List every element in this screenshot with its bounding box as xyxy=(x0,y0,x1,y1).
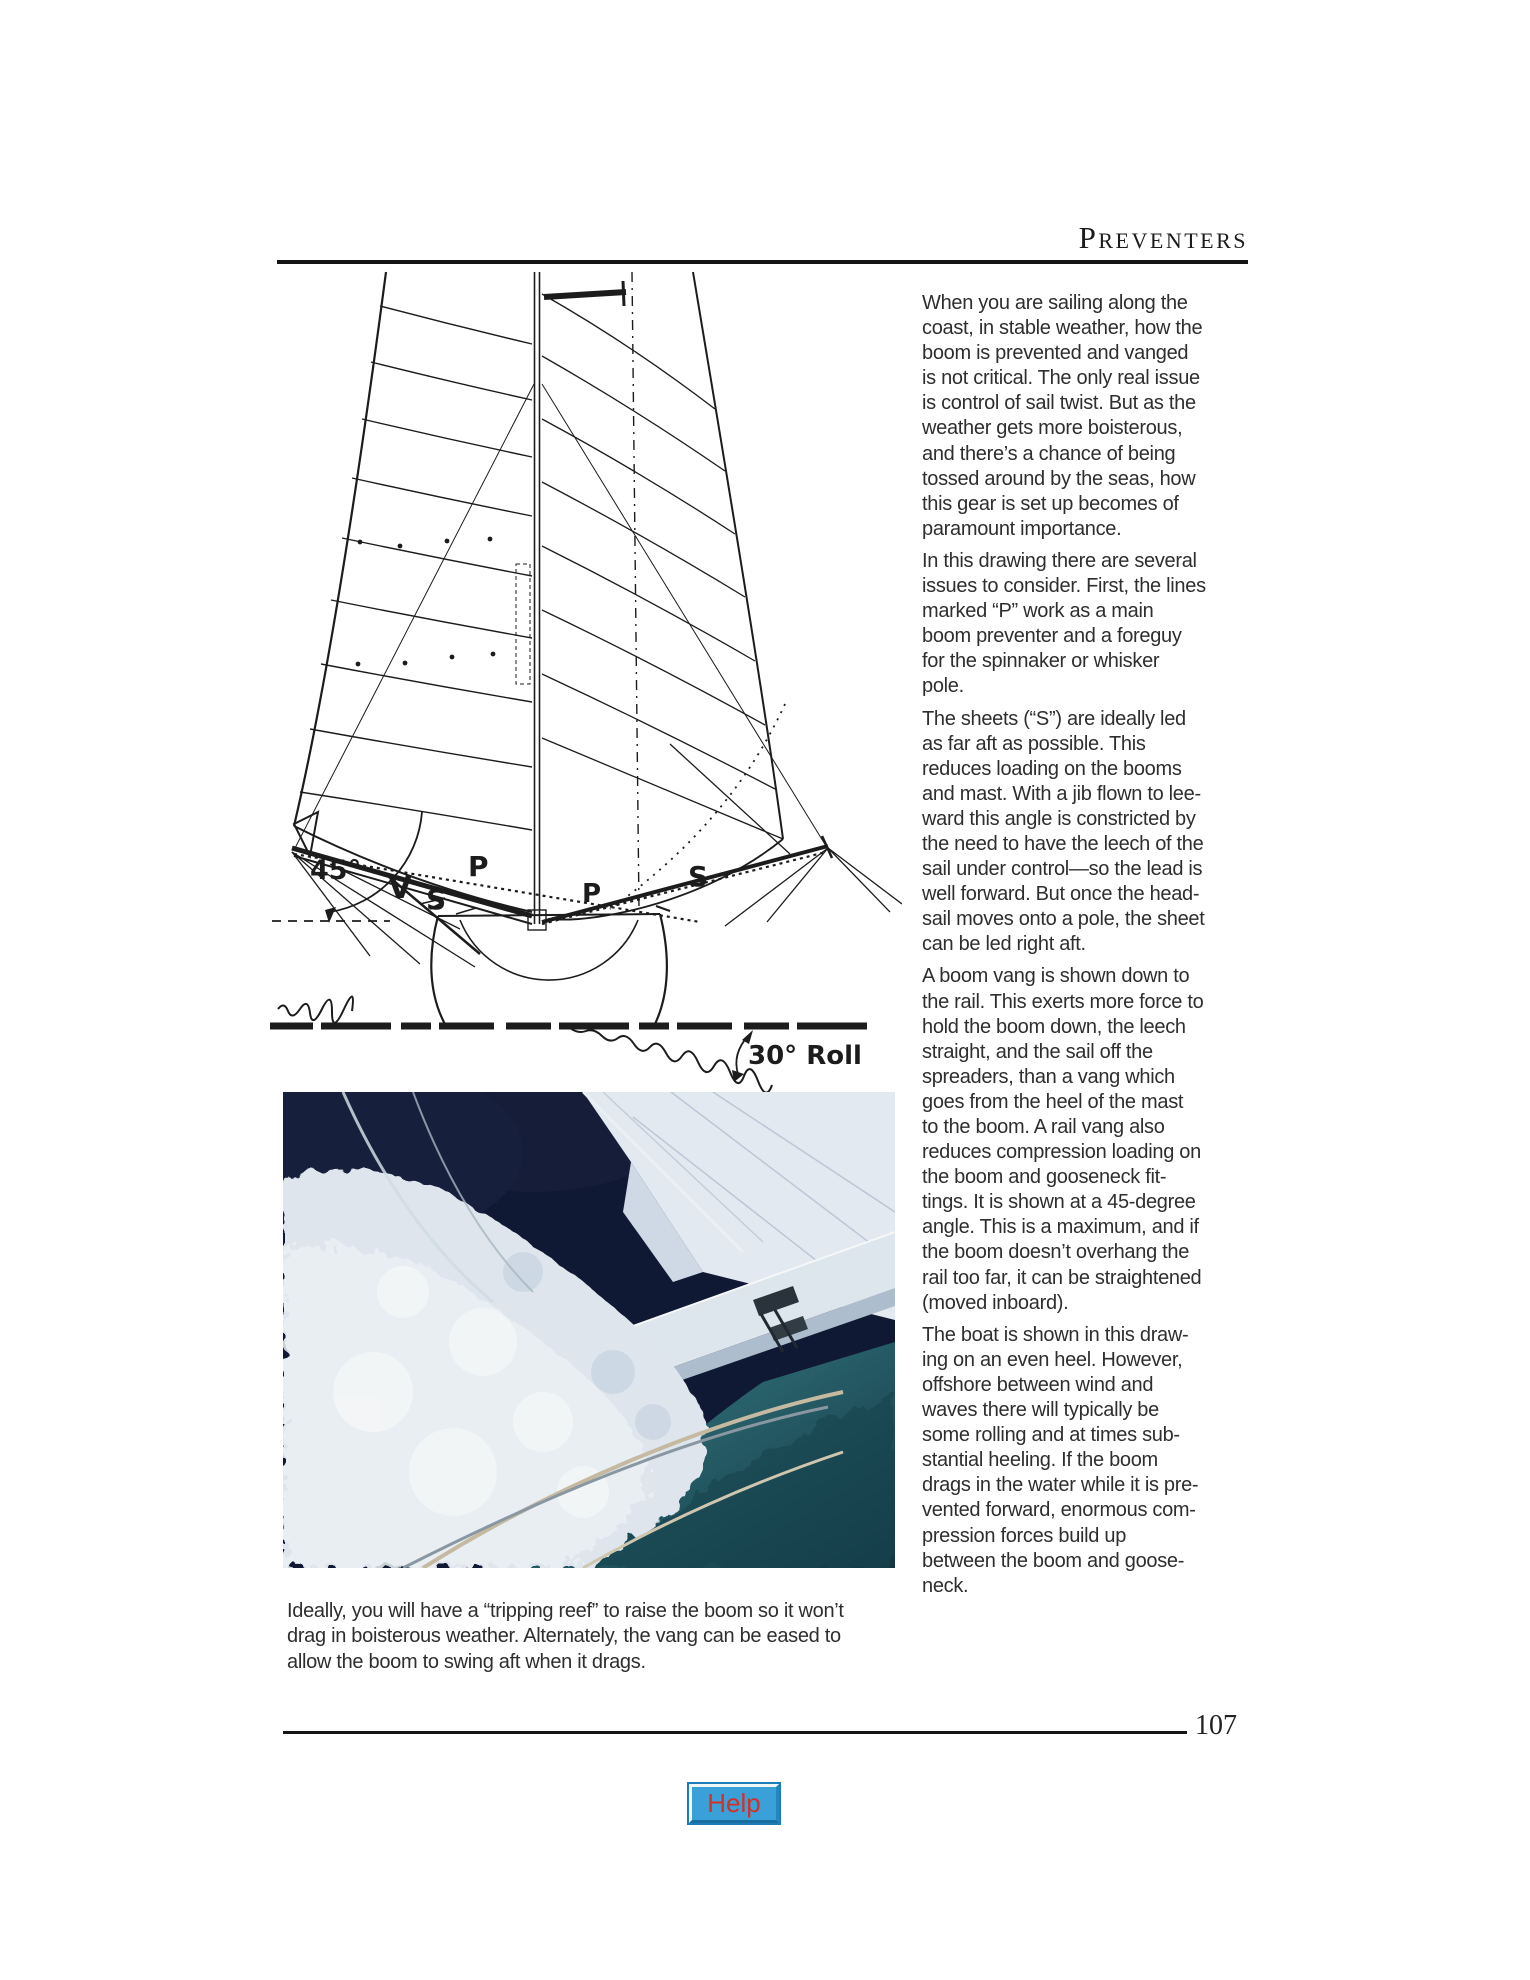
paragraph: When you are sailing along the coast, in stable weather, how the boom is prevented and vanged is not critical. The only real issue is control of sail twist. But as the weather gets more boisterous, and there’s a chance of being tossed around by the seas, how this gear is set up becomes of paramount importance. xyxy=(922,292,1203,540)
page-number: 107 xyxy=(1195,1710,1237,1741)
handwritten-scribble xyxy=(278,996,353,1022)
heeled-waterline xyxy=(570,1028,772,1092)
paragraph: The sheets (“S”) are ideally led as far aft as possible. This reduces loading on the booms and mast. With a jib flown to lee- ward this angle is constricted by the need to have the leech of the sail under control—so the lead is well forward. But once the head- sail moves onto a pole, the sheet can be led right aft. xyxy=(922,707,1205,956)
drawing-label-roll: 30° Roll xyxy=(748,1041,862,1071)
hull-section-arc xyxy=(460,920,638,980)
drawing-label-sheet-stbd: S xyxy=(688,860,709,893)
batten-pocket xyxy=(516,564,530,684)
help-button-label: Help xyxy=(707,1787,761,1818)
sailing-photo-art xyxy=(283,1092,895,1568)
mainsail-leech xyxy=(294,272,386,826)
article-column xyxy=(922,291,1227,1606)
paragraph: In this drawing there are several issues to consider. First, the lines marked “P” work as a main boom preventer and a foreguy for the spinnaker or whisker pole. xyxy=(922,549,1206,698)
paragraph: A boom vang is shown down to the rail. This exerts more force to hold the boom down, the leech straight, and the sail off the spreaders, than a vang which goes from the heel of the mast to the boom. A rail vang also reduces compression loading on the boom and gooseneck fit- tings. It is shown at a 45-degree angle. This is a maximum, and if the boom doesn’t overhang the rail too far, it can be straightened (moved inboard). xyxy=(922,965,1204,1314)
sailing-photo xyxy=(283,1092,895,1568)
help-button[interactable] xyxy=(687,1782,781,1825)
help-button-bevel xyxy=(689,1784,779,1823)
stbd-topping-lift xyxy=(542,384,826,846)
masthead-fly xyxy=(544,292,626,297)
drawing-label-preventer-port: P xyxy=(468,850,489,883)
footer-rule xyxy=(283,1731,1187,1734)
port-topping-lift xyxy=(294,384,534,850)
mainsail-seams xyxy=(300,306,532,830)
photo-caption: Ideally, you will have a “tripping reef” to raise the boom so it won’t drag in boisterous weather. Alternately, the vang can be eased to allow the boom to swing aft when it drags. xyxy=(287,1600,844,1673)
deck-line xyxy=(438,914,660,916)
sail-telltales xyxy=(356,537,496,667)
paragraph: The boat is shown in this draw- ing on an even heel. However, offshore between wind and waves there will typically be some rolling and at times sub- stantial heeling. If the boom drags in the water while it is pre- vented forward, enormous com- pression forces build up between the boom and goose- neck. xyxy=(922,1323,1199,1597)
hull-side-port xyxy=(431,916,446,1026)
headsail-seams xyxy=(542,294,783,839)
drawing-label-45deg: 45° xyxy=(310,855,362,886)
drawing-label-vang: V xyxy=(388,870,412,906)
page-title: Preventers xyxy=(1078,220,1248,255)
hull-side-stbd xyxy=(654,914,667,1026)
drawing-label-sheet-port: S xyxy=(426,883,447,916)
drawing-label-preventer-stbd: P xyxy=(582,879,602,909)
sailboat-stern-drawing xyxy=(270,264,902,1092)
backstay-line xyxy=(632,272,639,909)
